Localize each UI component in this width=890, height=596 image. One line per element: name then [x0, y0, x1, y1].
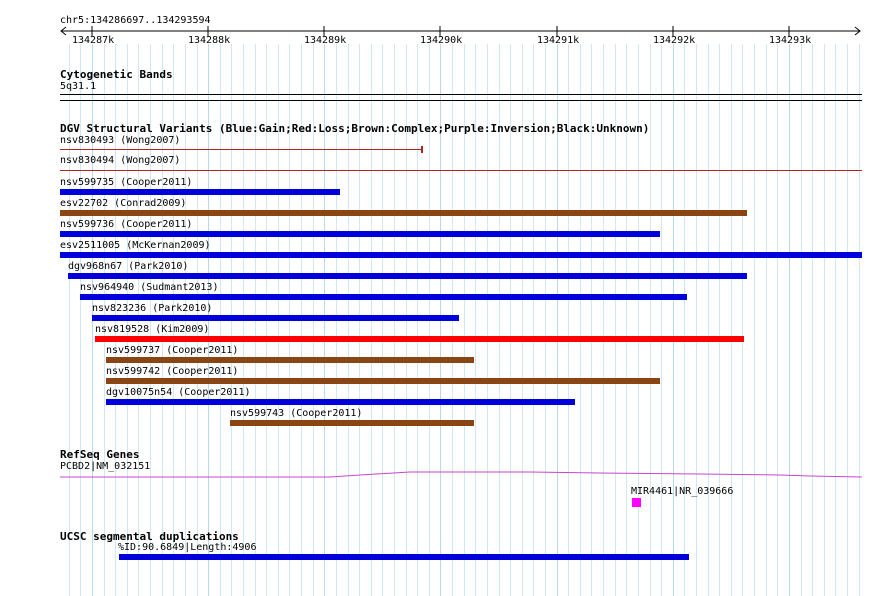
- ruler-tick-label: 134289k: [304, 35, 347, 46]
- ruler-tick-label: 134293k: [769, 35, 812, 46]
- cytobands-track-title[interactable]: Cytogenetic Bands: [60, 68, 173, 81]
- segdup-feature[interactable]: [119, 554, 689, 560]
- variant-feature[interactable]: [106, 357, 474, 363]
- variant-feature[interactable]: [60, 189, 340, 195]
- variant-feature[interactable]: [68, 273, 747, 279]
- gene-label[interactable]: MIR4461|NR_039666: [631, 486, 734, 497]
- variant-label[interactable]: nsv830494 (Wong2007): [60, 155, 181, 166]
- variant-label[interactable]: esv22702 (Conrad2009): [60, 198, 187, 209]
- variant-label[interactable]: esv2511005 (McKernan2009): [60, 240, 211, 251]
- variant-label[interactable]: nsv830493 (Wong2007): [60, 135, 181, 146]
- variant-feature[interactable]: [60, 252, 862, 258]
- ruler-tick-label: 134292k: [653, 35, 696, 46]
- variant-feature[interactable]: [95, 336, 744, 342]
- variant-feature[interactable]: [106, 378, 660, 384]
- variant-label[interactable]: dgv968n67 (Park2010): [68, 261, 189, 272]
- ruler-tick-label: 134291k: [537, 35, 580, 46]
- gene-feature-mir4461[interactable]: [632, 498, 641, 507]
- gene-label[interactable]: PCBD2|NM_032151: [60, 461, 151, 472]
- cytoband-label[interactable]: 5q31.1: [60, 81, 97, 92]
- region-label: chr5:134286697..134293594: [60, 15, 211, 26]
- cytoband-bar-bottom: [60, 100, 862, 101]
- variant-feature[interactable]: [80, 294, 687, 300]
- variant-label[interactable]: nsv823236 (Park2010): [92, 303, 213, 314]
- variant-label[interactable]: nsv599737 (Cooper2011): [106, 345, 239, 356]
- variant-feature[interactable]: [60, 210, 747, 216]
- variant-label[interactable]: nsv819528 (Kim2009): [95, 324, 210, 335]
- ruler-tick-label: 134290k: [420, 35, 463, 46]
- ruler-tick-label: 134288k: [188, 35, 231, 46]
- segdup-track-title[interactable]: UCSC segmental duplications: [60, 530, 239, 543]
- variant-feature[interactable]: [106, 399, 575, 405]
- variant-feature[interactable]: [92, 315, 459, 321]
- variant-feature[interactable]: [60, 170, 862, 171]
- gene-feature-pcbd2[interactable]: [0, 468, 890, 482]
- variant-feature[interactable]: [60, 149, 422, 150]
- variant-label[interactable]: nsv599743 (Cooper2011): [230, 408, 363, 419]
- variant-label[interactable]: nsv599742 (Cooper2011): [106, 366, 239, 377]
- dgv-track-title[interactable]: DGV Structural Variants (Blue:Gain;Red:Loss;Brown:Complex;Purple:Inversion;Black:Unknown): [60, 122, 650, 135]
- variant-feature[interactable]: [230, 420, 474, 426]
- variant-label[interactable]: nsv964940 (Sudmant2013): [80, 282, 219, 293]
- segdup-label[interactable]: %ID:90.6849|Length:4906: [118, 542, 257, 553]
- ruler-tick-label: 134287k: [72, 35, 115, 46]
- variant-label[interactable]: nsv599735 (Cooper2011): [60, 177, 193, 188]
- variant-label[interactable]: nsv599736 (Cooper2011): [60, 219, 193, 230]
- cytoband-bar-top: [60, 94, 862, 95]
- variant-label[interactable]: dgv10075n54 (Cooper2011): [106, 387, 251, 398]
- variant-feature[interactable]: [60, 231, 660, 237]
- variant-feature-end-tick: [421, 146, 423, 153]
- refseq-track-title[interactable]: RefSeq Genes: [60, 448, 140, 461]
